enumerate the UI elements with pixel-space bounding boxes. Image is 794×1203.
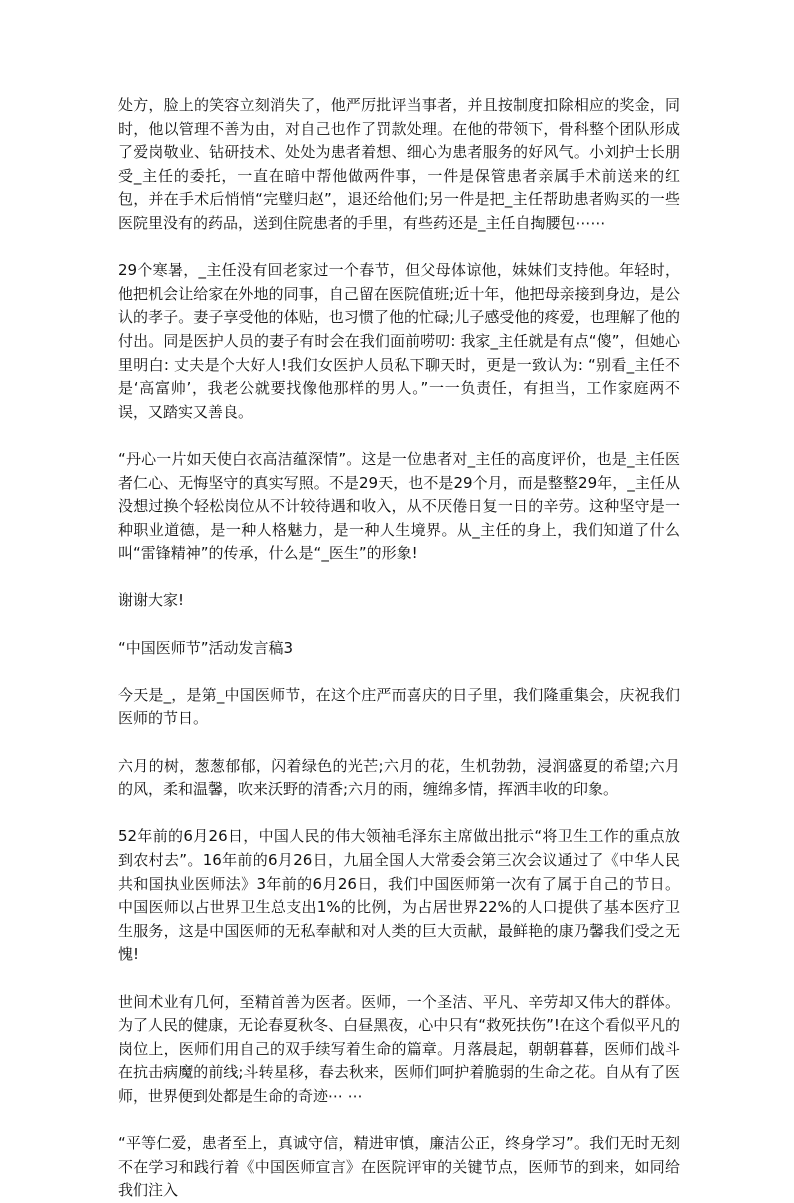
paragraph-1: 处方，脸上的笑容立刻消失了，他严厉批评当事者，并且按制度扣除相应的奖金，同时，他以管理不善为由，对自己也作了罚款处理。在他的带领下，骨科整个团队形成了爱岗敬业、钻研技术、处处为患者着想、细心为患者服务的好风气。小刘护士长朋受_主任的委托，一直在暗中帮他做两件事，一件是保管患者亲属手术前送来的红包，并在手术后悄悄“完璧归赵”，退还给他们;另一件是把_主任帮助患者购买的一些医院里没有的药品，送到住院患者的手里，有些药还是_主任自掏腰包⋯⋯ (118, 96, 680, 232)
paragraph-9: 世间术业有几何，至精首善为医者。医师，一个圣洁、平凡、辛劳却又伟大的群体。为了人民的健康，无论春夏秋冬、白昼黑夜，心中只有“救死扶伤”!在这个看似平凡的岗位上，医师们用自己的双手续写着生命的篇章。月落晨起，朝朝暮暮，医师们战斗在抗击病魔的前线;斗转星移，春去秋来，医师们呵护着脆弱的生命之花。自从有了医师，世界便到处都是生命的奇迹⋯ ⋯ (118, 992, 680, 1105)
section-heading: “中国医师节”活动发言稿3 (118, 638, 294, 657)
paragraph-gap (118, 660, 680, 684)
closing-thanks: 谢谢大家! (118, 591, 185, 610)
paragraph-gap (118, 731, 680, 755)
paragraph-gap (118, 613, 680, 637)
paragraph-gap (118, 424, 680, 448)
paragraph-7: 六月的树，葱葱郁郁，闪着绿色的光芒;六月的花，生机勃勃，浸润盛夏的希望;六月的风，柔和温馨，吹来沃野的清香;六月的雨，缠绵多情，挥洒丰收的印象。 (118, 756, 680, 799)
paragraph-gap (118, 1109, 680, 1133)
document-page (118, 94, 680, 1203)
paragraph-gap (118, 802, 680, 826)
paragraph-8: 52年前的6月26日，中国人民的伟大领袖毛泽东主席做出批示“将卫生工作的重点放到农村去”。16年前的6月26日，九届全国人大常委会第三次会议通过了《中华人民共和国执业医师法》3年前的6月26日，我们中国医师第一次有了属于自己的节日。中国医师以占世界卫生总支出1%的比例，为占居世界22%的人口提供了基本医疗卫生服务，这是中国医师的无私奉献和对人类的巨大贡献，最鲜艳的康乃馨我们受之无愧! (118, 827, 680, 964)
paragraph-gap (118, 566, 680, 590)
paragraph-10: “平等仁爱，患者至上，真诚守信，精进审慎，廉洁公正，终身学习”。我们无时无刻不在学习和践行着《中国医师宣言》在医院评审的关键节点，医师节的到来，如同给我们注入 (118, 1134, 680, 1200)
paragraph-2: 29个寒暑，_主任没有回老家过一个春节，但父母体谅他，妹妹们支持他。年轻时，他把机会让给家在外地的同事，自己留在医院值班;近十年，他把母亲接到身边，是公认的孝子。妻子享受他的体贴，也习惯了他的忙碌;儿子感受他的疼爱，也理解了他的付出。同是医护人员的妻子有时会在我们面前唠叨: 我家_主任就是有点“傻”，但她心里明白: 丈夫是个大好人!我们女医护人员私下聊天时，更是一致认为: “别看_主任不是‘高富帅’，我老公就要找像他那样的男人。”一一负责任，有担当，工作家庭两不误，又踏实又善良。 (118, 261, 680, 421)
paragraph-gap (118, 236, 680, 260)
paragraph-3: “丹心一片如天使白衣高洁蕴深情”。这是一位患者对_主任的高度评价，也是_主任医者仁心、无悔坚守的真实写照。不是29天，也不是29个月，而是整整29年，_主任从没想过换个轻松岗位从不计较待遇和收入，从不厌倦日复一日的辛劳。这种坚守是一种职业道德，是一种人格魅力，是一种人生境界。从_主任的身上，我们知道了什么叫“雷锋精神”的传承，什么是“_医生”的形象! (118, 449, 680, 563)
paragraph-6: 今天是_，是第_中国医师节，在这个庄严而喜庆的日子里，我们隆重集会，庆祝我们医师的节日。 (118, 685, 680, 728)
paragraph-gap (118, 967, 680, 991)
